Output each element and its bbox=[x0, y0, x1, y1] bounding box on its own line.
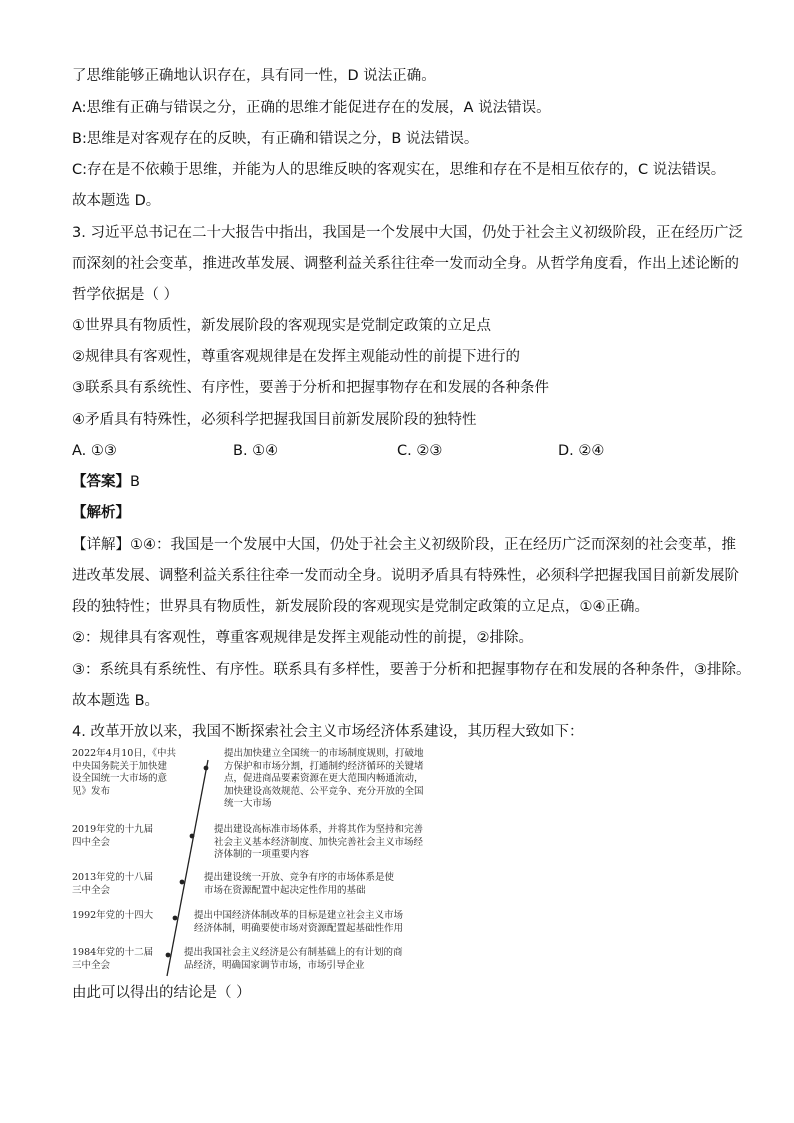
statement-3: ③联系具有系统性、有序性，要善于分析和把握事物存在和发展的各种条件 bbox=[72, 380, 549, 396]
timeline-event-desc: 提出建设高标准市场体系，并将其作为坚持和完善 社会主义基本经济制度、加快完善社会主义市场经 济体制的一项重要内容 bbox=[214, 824, 424, 860]
timeline-dot bbox=[180, 880, 185, 885]
detail-tag: 【详解】 bbox=[72, 537, 130, 553]
timeline-event-date: 2019年党的十九届 四中全会 bbox=[72, 824, 154, 848]
option-d: D. ②④ bbox=[558, 443, 605, 459]
detail-text: 段的独特性；世界具有物质性，新发展阶段的客观现实是党制定政策的立足点，①④正确。 bbox=[72, 599, 649, 615]
analysis-tag: 【解析】 bbox=[72, 505, 130, 521]
timeline-dot bbox=[190, 834, 195, 839]
question-3-stem: 哲学依据是（ ） bbox=[72, 287, 179, 303]
answer-value: B bbox=[130, 474, 140, 490]
timeline-dot bbox=[166, 953, 171, 958]
detail-text: ②：规律具有客观性，尊重客观规律是发挥主观能动性的前提，②排除。 bbox=[72, 630, 533, 646]
timeline-event-desc: 提出建设统一开放、竞争有序的市场体系是使 市场在资源配置中起决定性作用的基础 bbox=[204, 872, 395, 896]
detail-text: ①④：我国是一个发展中大国，仍处于社会主义初级阶段，正在经历广泛而深刻的社会变革，推 bbox=[130, 537, 736, 553]
statement-1: ①世界具有物质性，新发展阶段的客观现实是党制定政策的立足点 bbox=[72, 318, 491, 334]
text-line: 了思维能够正确地认识存在，具有同一性，D 说法正确。 bbox=[72, 68, 436, 84]
answer-line bbox=[72, 472, 140, 492]
option-c: C. ②③ bbox=[397, 443, 443, 459]
question-4-prompt: 由此可以得出的结论是（ ） bbox=[72, 985, 251, 1001]
statement-4: ④矛盾具有特殊性，必须科学把握我国目前新发展阶段的独特性 bbox=[72, 412, 477, 428]
answer-tag: 【答案】 bbox=[72, 474, 130, 490]
text-line: C:存在是不依赖于思维，并能为人的思维反映的客观实在，思维和存在不是相互依存的，C 说法错误。 bbox=[72, 162, 726, 178]
detail-text: ③：系统具有系统性、有序性。联系具有多样性，要善于分析和把握事物存在和发展的各种条件，③排除。 bbox=[72, 662, 751, 678]
timeline-event-desc: 提出中国经济体制改革的目标是建立社会主义市场 经济体制，明确要使市场对资源配置起基础性作用 bbox=[194, 910, 404, 934]
timeline-event-desc: 提出加快建立全国统一的市场制度规则，打破地 方保护和市场分割，打通制约经济循环的关键堵 点，促进商品要素资源在更大范围内畅通流动， 加快建设高效规范、公平竞争、充分开放的全国 统一大市场 bbox=[224, 748, 424, 809]
statement-2: ②规律具有客观性，尊重客观规律是在发挥主观能动性的前提下进行的 bbox=[72, 349, 520, 365]
timeline-event-date: 2013年党的十八届 三中全会 bbox=[72, 872, 154, 896]
question-3-stem: 而深刻的社会变革，推进改革发展、调整利益关系往往牵一发而动全身。从哲学角度看，作出上述论断的 bbox=[72, 256, 739, 272]
timeline-event-date: 1992年党的十四大 bbox=[72, 910, 154, 921]
option-b: B. ①④ bbox=[233, 443, 279, 459]
timeline-dot bbox=[204, 766, 209, 771]
timeline-event-desc: 提出我国社会主义经济是公有制基础上的有计划的商 品经济，明确国家调节市场，市场引导企业 bbox=[184, 947, 403, 971]
question-4-stem: 4. 改革开放以来，我国不断探索社会主义市场经济体系建设，其历程大致如下： bbox=[72, 724, 584, 740]
analysis-line bbox=[72, 503, 130, 523]
reform-timeline-figure bbox=[72, 748, 472, 1000]
option-a: A. ①③ bbox=[72, 443, 117, 459]
detail-text: 故本题选 B。 bbox=[72, 693, 160, 709]
timeline-event-date: 1984年党的十二届 三中全会 bbox=[72, 947, 154, 971]
detail-text: 进改革发展、调整利益关系往往牵一发而动全身。说明矛盾具有特殊性，必须科学把握我国目前新发展阶 bbox=[72, 568, 739, 584]
text-line: A:思维有正确与错误之分，正确的思维才能促进存在的发展，A 说法错误。 bbox=[72, 100, 551, 116]
text-line: B:思维是对客观存在的反映，有正确和错误之分，B 说法错误。 bbox=[72, 131, 479, 147]
text-line: 故本题选 D。 bbox=[72, 193, 161, 209]
question-3-stem: 3. 习近平总书记在二十大报告中指出，我国是一个发展中大国，仍处于社会主义初级阶段，正在经历广泛 bbox=[72, 225, 743, 241]
timeline-dot bbox=[173, 916, 178, 921]
timeline-event-date: 2022年4月10日，《中共 中央国务院关于加快建 设全国统一大市场的意 见》发布 bbox=[72, 748, 177, 797]
detail-line bbox=[72, 535, 736, 555]
